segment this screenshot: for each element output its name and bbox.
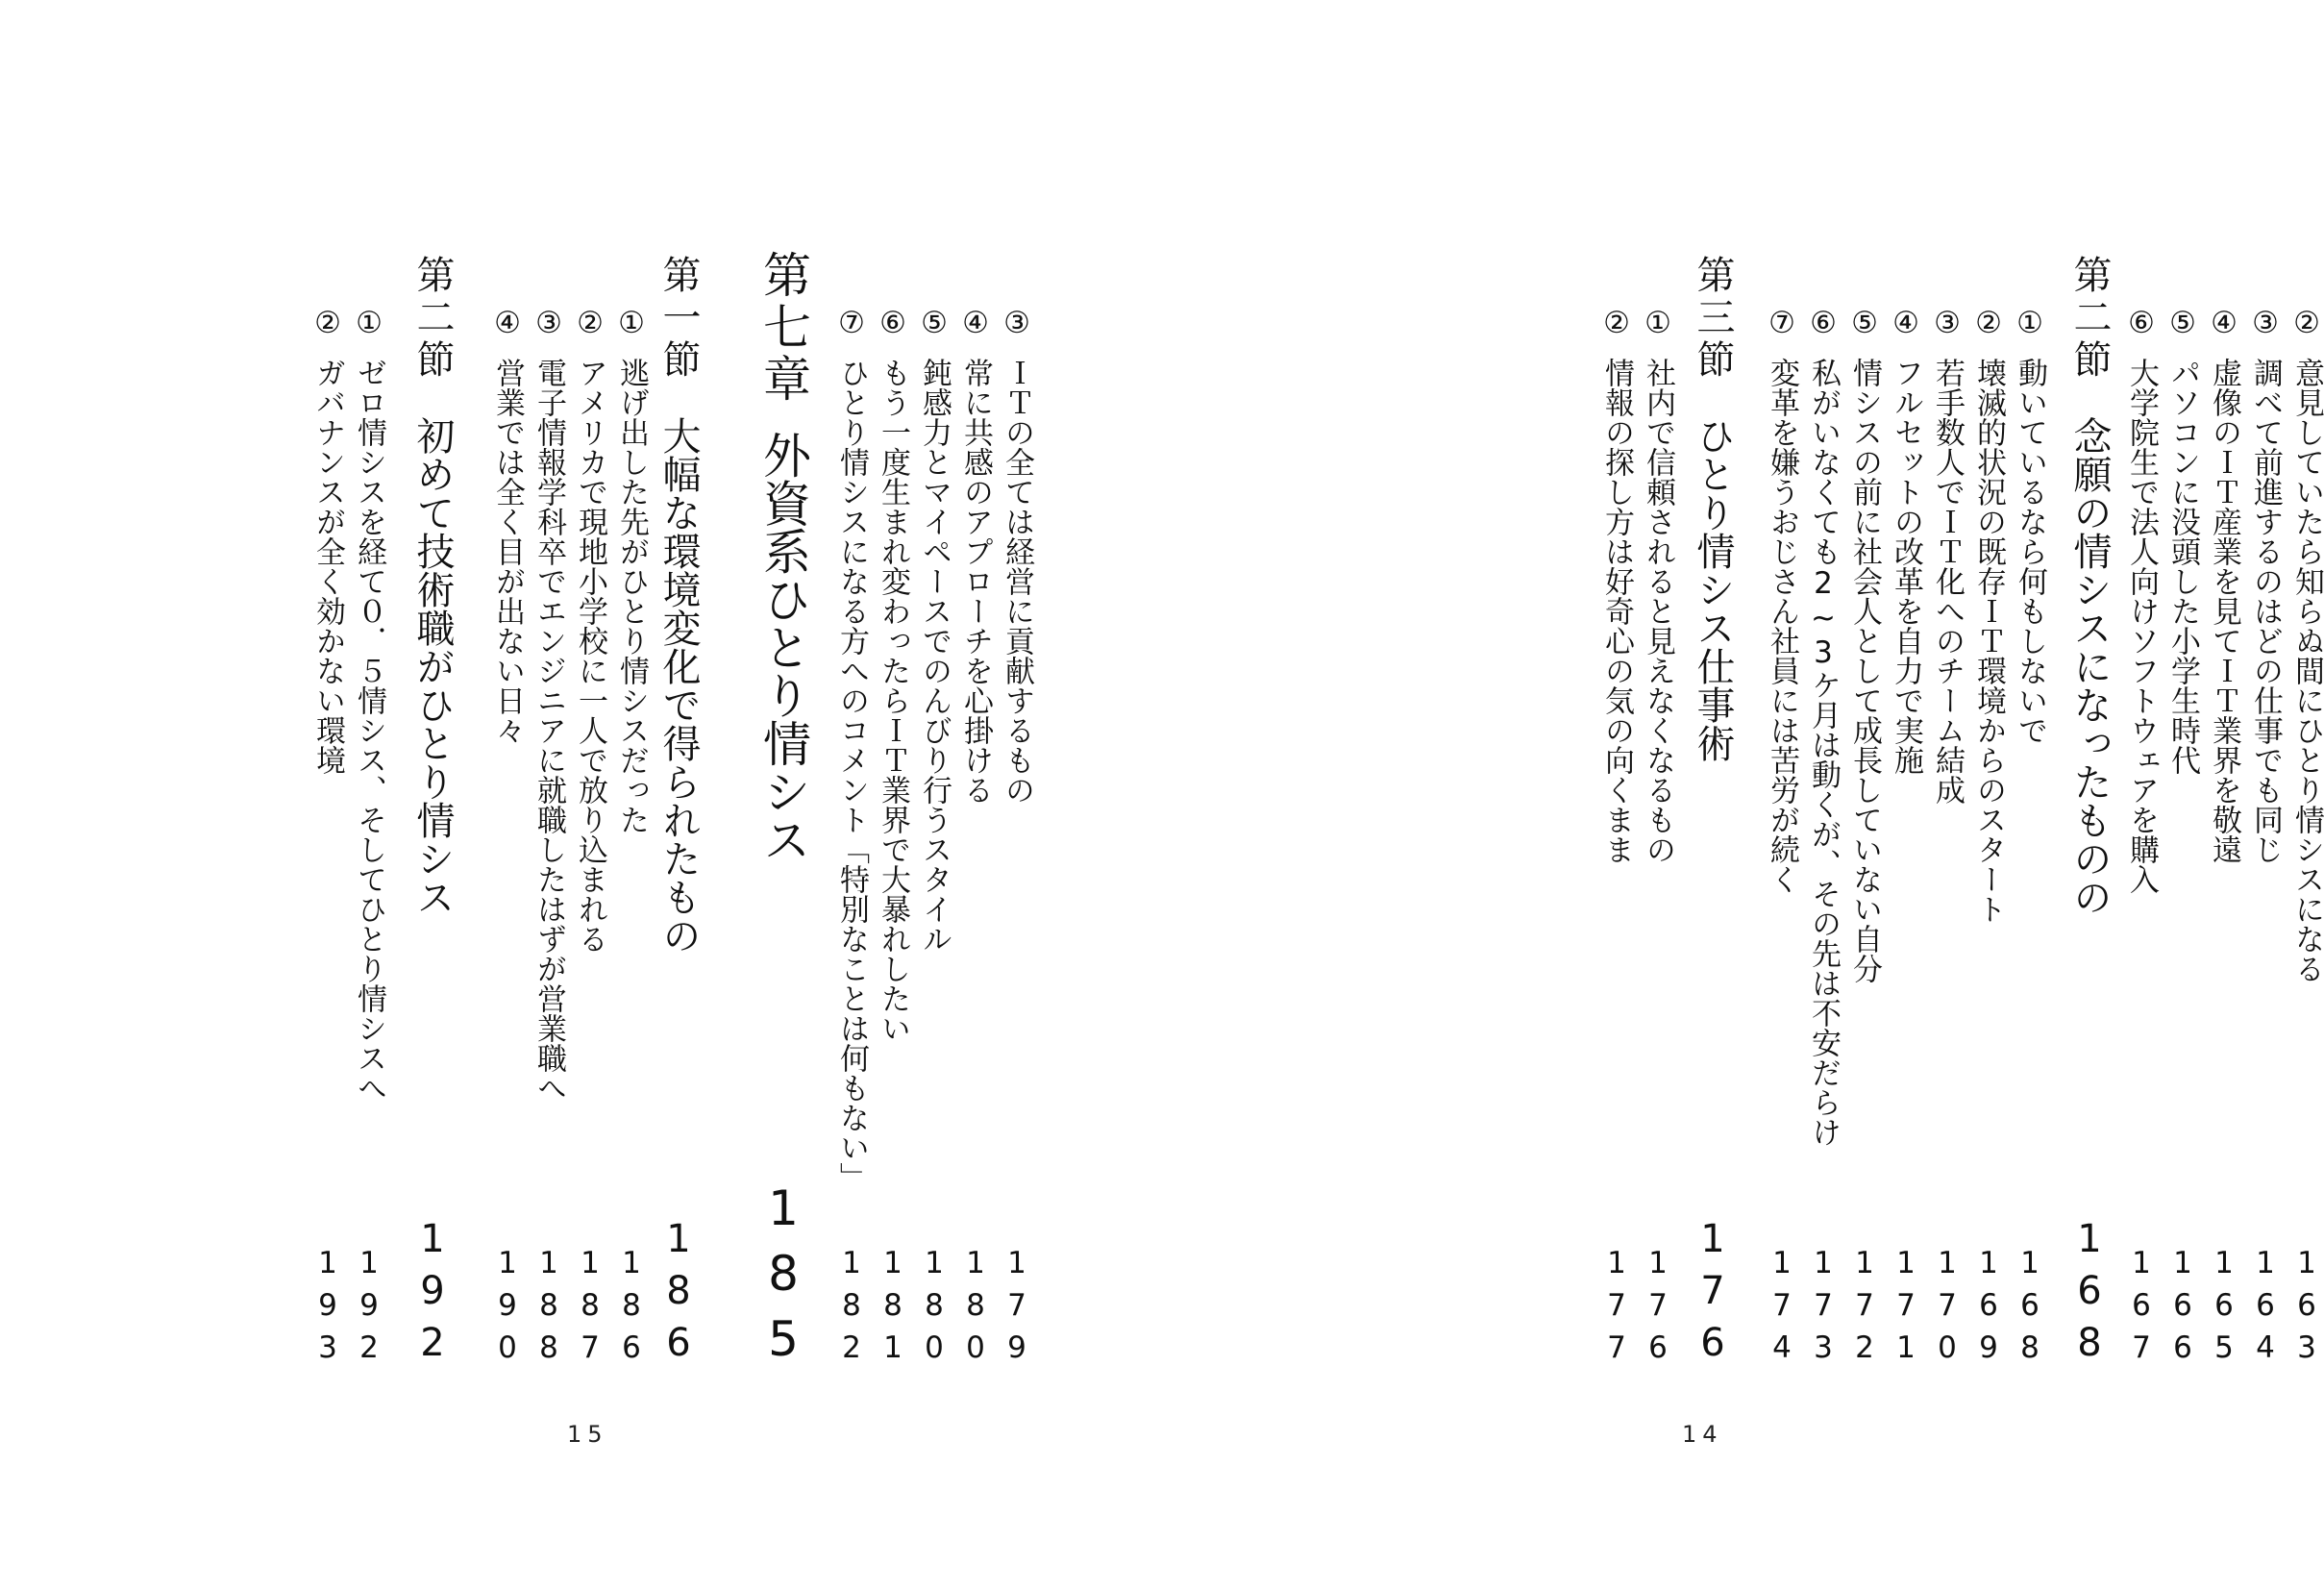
- toc-entry: [2165, 306, 2200, 1373]
- entry-title: 調べて前進するのはどの仕事でも同じ: [2248, 358, 2283, 864]
- entry-title-wrapper: [2067, 255, 2112, 916]
- entry-number: ③: [532, 306, 566, 340]
- toc-entry: [917, 306, 952, 1373]
- entry-title-wrapper: [1930, 358, 1965, 805]
- heading-label: 第二節: [410, 255, 455, 382]
- entry-title: 初めて技術職がひとり情シス: [410, 416, 455, 916]
- entry-number: ②: [1599, 306, 1634, 340]
- entry-title: ＩＴの全ては経営に貢献するもの: [1000, 358, 1034, 805]
- entry-title-wrapper: [1599, 358, 1634, 864]
- toc-entry: [310, 306, 345, 1373]
- toc-entry: [575, 306, 605, 1373]
- left-page: [0, 0, 1124, 1590]
- entry-number: ⑥: [876, 306, 910, 340]
- entry-page-number: 165: [2207, 1246, 2241, 1373]
- toc-entry: [2289, 306, 2324, 1373]
- entry-page-number: 192: [352, 1246, 386, 1373]
- entry-number: ①: [352, 306, 386, 340]
- entry-title-wrapper: [1641, 358, 1675, 864]
- entry-title-wrapper: [2207, 358, 2241, 864]
- entry-page-number: 177: [1599, 1246, 1634, 1373]
- entry-page-number: 181: [876, 1246, 910, 1373]
- entry-page-number: 167: [2124, 1246, 2159, 1373]
- entry-number: ②: [310, 306, 345, 340]
- toc-entry: [2013, 306, 2047, 1373]
- entry-title-wrapper: [1971, 358, 2006, 924]
- toc-entry: [1765, 306, 1799, 1373]
- entry-number: ④: [958, 306, 993, 340]
- entry-page-number: 179: [1000, 1246, 1034, 1373]
- entry-page-number: 169: [1971, 1246, 2006, 1373]
- toc-entry: [2207, 306, 2241, 1373]
- entry-page-number: 173: [1806, 1246, 1841, 1373]
- entry-number: ①: [2013, 306, 2047, 340]
- entry-title: ひとり情シスになる方へのコメント「特別なことは何もない」: [834, 358, 869, 1192]
- toc-entry: [1599, 306, 1634, 1373]
- entry-page-number: 186: [614, 1246, 649, 1373]
- entry-number: ③: [1930, 306, 1965, 340]
- entry-title: 壊滅的状況の既存ＩＴ環境からのスタート: [1971, 358, 2006, 924]
- entry-number: ④: [2207, 306, 2241, 340]
- toc-entry: [1889, 306, 1923, 1373]
- entry-title-wrapper: [614, 358, 649, 834]
- entry-title-wrapper: [532, 358, 566, 1103]
- entry-number: ⑥: [2124, 306, 2159, 340]
- entry-title-wrapper: [834, 358, 869, 1192]
- entry-title: ひとり情シス仕事術: [1691, 416, 1735, 762]
- entry-number: ④: [490, 306, 525, 340]
- entry-title: 大幅な環境変化で得られたもの: [656, 416, 701, 955]
- entry-title: フルセットの改革を自力で実施: [1889, 358, 1923, 775]
- entry-title-wrapper: [755, 250, 811, 863]
- toc-entry: [352, 306, 386, 1373]
- entry-title-wrapper: [1765, 358, 1799, 894]
- toc-entry: [1971, 306, 2006, 1373]
- entry-title: 外資系ひとり情シス: [755, 431, 811, 863]
- folio-page-number: 15: [567, 1421, 608, 1448]
- entry-page-number: 180: [958, 1246, 993, 1373]
- entry-page-number: 192: [410, 1217, 455, 1373]
- entry-page-number: 168: [2067, 1217, 2112, 1373]
- entry-title-wrapper: [2248, 358, 2283, 864]
- heading-label: 第一節: [656, 255, 701, 382]
- entry-title-wrapper: [876, 358, 910, 1043]
- entry-title: 営業では全く目が出ない日々: [490, 358, 525, 745]
- entry-number: ⑤: [2165, 306, 2200, 340]
- entry-title: 鈍感力とマイペースでのんびり行うスタイル: [917, 358, 952, 954]
- entry-title: 虚像のＩＴ産業を見てＩＴ業界を敬遠: [2207, 358, 2241, 864]
- toc-entry: [490, 306, 525, 1373]
- entry-title-wrapper: [310, 358, 345, 775]
- entry-page-number: 166: [2165, 1246, 2200, 1373]
- entry-page-number: 163: [2289, 1246, 2324, 1373]
- entry-page-number: 176: [1641, 1246, 1675, 1373]
- entry-page-number: 180: [917, 1246, 952, 1373]
- entry-title: 私がいなくても2~3ケ月は動くが、その先は不安だらけ: [1806, 358, 1841, 1147]
- entry-title-wrapper: [917, 358, 952, 954]
- entry-title: 情シスの前に社会人として成長していない自分: [1847, 358, 1882, 983]
- entry-page-number: 176: [1691, 1217, 1735, 1373]
- entry-number: ①: [1641, 306, 1675, 340]
- entry-title: 情報の探し方は好奇心の気の向くまま: [1599, 358, 1634, 864]
- toc-entry: [1930, 306, 1965, 1373]
- entry-number: ③: [1000, 306, 1034, 340]
- heading-label: 第二節: [2067, 255, 2112, 382]
- toc-section: [656, 255, 701, 1373]
- entry-title: パソコンに没頭した小学生時代: [2165, 358, 2200, 775]
- heading-label: 第三節: [1691, 255, 1735, 382]
- folio-page-number: 14: [1682, 1421, 1723, 1448]
- entry-page-number: 182: [834, 1246, 869, 1373]
- entry-page-number: 164: [2248, 1246, 2283, 1373]
- entry-title-wrapper: [1889, 358, 1923, 775]
- entry-title: ゼロ情シスを経て０．５情シス、そしてひとり情シスへ: [352, 358, 386, 1103]
- entry-title: 電子情報学科卒でエンジニアに就職したはずが営業職へ: [532, 358, 566, 1103]
- entry-title-wrapper: [656, 255, 701, 955]
- entry-title: アメリカで現地小学校に一人で放り込まれる: [573, 358, 607, 954]
- entry-number: ④: [1889, 306, 1923, 340]
- entry-title-wrapper: [490, 358, 525, 745]
- toc-section: [2067, 255, 2112, 1373]
- toc-entry: [532, 306, 566, 1373]
- entry-number: ⑦: [834, 306, 869, 340]
- entry-title: もう一度生まれ変わったらＩＴ業界で大暴れしたい: [876, 358, 910, 1043]
- entry-page-number: 193: [310, 1246, 345, 1373]
- entry-page-number: 172: [1847, 1246, 1882, 1373]
- entry-title-wrapper: [1806, 358, 1841, 1147]
- entry-title: 変革を嫌うおじさん社員には苦労が続く: [1765, 358, 1799, 894]
- entry-title-wrapper: [958, 358, 993, 805]
- entry-title-wrapper: [1847, 358, 1882, 983]
- entry-title: 動いているなら何もしないで: [2013, 358, 2047, 745]
- entry-title-wrapper: [352, 358, 386, 1103]
- toc-entry: [876, 306, 910, 1373]
- toc-entry: [1847, 306, 1882, 1373]
- entry-number: ⑤: [917, 306, 952, 340]
- entry-page-number: 171: [1889, 1246, 1923, 1373]
- entry-title-wrapper: [2124, 358, 2159, 894]
- entry-title-wrapper: [1000, 358, 1034, 805]
- toc-entry: [1806, 306, 1841, 1373]
- entry-page-number: 170: [1930, 1246, 1965, 1373]
- entry-page-number: 185: [755, 1180, 811, 1377]
- entry-number: ⑦: [1765, 306, 1799, 340]
- right-page: [1125, 0, 2324, 1590]
- entry-number: ⑤: [1847, 306, 1882, 340]
- entry-number: ②: [573, 306, 607, 340]
- toc-chapter: [755, 250, 811, 1377]
- entry-page-number: 190: [490, 1246, 525, 1373]
- entry-title-wrapper: [1691, 255, 1735, 762]
- toc-entry: [614, 306, 649, 1373]
- entry-page-number: 188: [532, 1246, 566, 1373]
- toc-entry: [958, 306, 993, 1373]
- entry-title-wrapper: [2165, 358, 2200, 775]
- toc-entry: [834, 306, 869, 1373]
- entry-title: 社内で信頼されると見えなくなるもの: [1641, 358, 1675, 864]
- entry-title: ガバナンスが全く効かない環境: [310, 358, 345, 775]
- entry-title: 逃げ出した先がひとり情シスだった: [614, 358, 649, 834]
- toc-section: [410, 255, 455, 1373]
- entry-title: 常に共感のアプローチを心掛ける: [958, 358, 993, 805]
- entry-number: ①: [614, 306, 649, 340]
- entry-title-wrapper: [575, 358, 605, 954]
- entry-title: 若手数人でＩＴ化へのチーム結成: [1930, 358, 1965, 805]
- entry-number: ③: [2248, 306, 2283, 340]
- toc-entry: [2248, 306, 2283, 1373]
- toc-entry: [1000, 306, 1034, 1373]
- entry-title-wrapper: [2289, 358, 2324, 983]
- entry-number: ②: [2289, 306, 2324, 340]
- toc-entry: [2124, 306, 2159, 1373]
- entry-page-number: 186: [656, 1217, 701, 1373]
- entry-title-wrapper: [410, 255, 455, 916]
- toc-section: [1691, 255, 1735, 1373]
- entry-page-number: 174: [1765, 1246, 1799, 1373]
- heading-label: 第七章: [755, 250, 811, 406]
- entry-number: ②: [1971, 306, 2006, 340]
- entry-number: ⑥: [1806, 306, 1841, 340]
- entry-title: 意見していたら知らぬ間にひとり情シスになる: [2289, 358, 2324, 983]
- entry-title-wrapper: [2013, 358, 2047, 745]
- entry-title: 大学院生で法人向けソフトウェアを購入: [2124, 358, 2159, 894]
- toc-entry: [1641, 306, 1675, 1373]
- entry-title: 念願の情シスになったものの: [2067, 416, 2112, 916]
- entry-page-number: 168: [2013, 1246, 2047, 1373]
- entry-page-number: 187: [573, 1246, 607, 1373]
